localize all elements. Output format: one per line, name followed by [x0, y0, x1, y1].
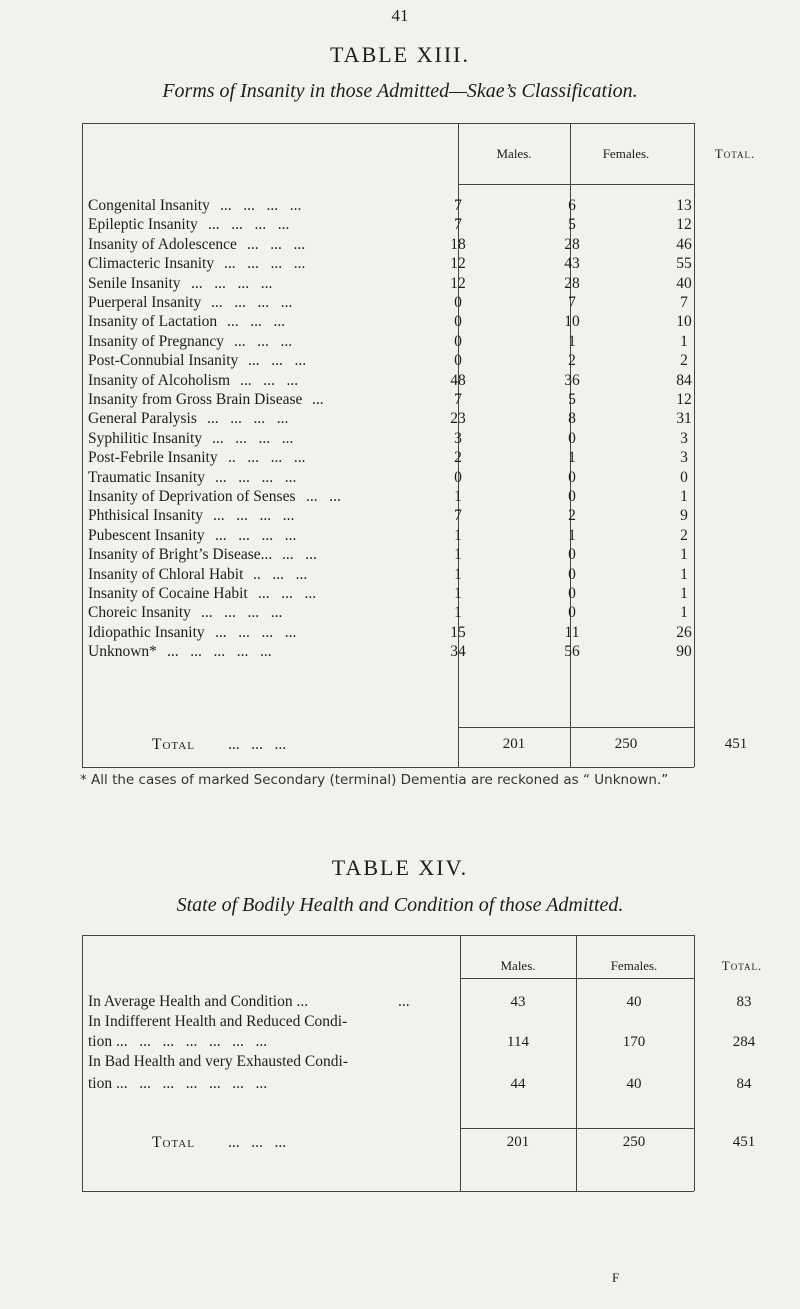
table13-row [88, 236, 698, 255]
table13-row-dots: ... ... ... [247, 235, 306, 253]
table13-row-males: 7 [454, 197, 462, 214]
table13-row-males: 48 [450, 371, 466, 389]
table13-row-dots: ... ... ... ... [224, 255, 306, 273]
table13-row-males: 0 [454, 313, 462, 331]
table13-row-total: 26 [676, 623, 692, 641]
table13-row-dots: ... ... ... ... [191, 274, 273, 292]
table14-header-total: Total. [721, 958, 763, 973]
table13-row-total: 1 [680, 488, 688, 505]
table13-row-label: General Paralysis [88, 410, 197, 428]
table13-row-total: 1 [680, 604, 688, 622]
table13-row [88, 255, 698, 274]
table13-row-dots: ... ... ... ... [201, 604, 283, 622]
table13-row-label: Insanity of Bright’s Disease... [88, 546, 273, 564]
table13-row [88, 566, 698, 585]
table13-row-males: 34 [450, 643, 466, 661]
table13-row-females: 0 [568, 429, 576, 447]
table13-row-females: 28 [564, 235, 580, 253]
table13-row-dots: ... ... ... ... [215, 468, 297, 486]
table13-row-label: Post-Connubial Insanity [88, 352, 239, 370]
table13-title: TABLE XIII. [330, 42, 470, 67]
table13-row [88, 333, 698, 352]
table13-row-females: 36 [564, 371, 580, 389]
table13-row-females: 0 [568, 546, 576, 564]
table13-row [88, 507, 698, 526]
table13-row-females: 5 [568, 391, 576, 408]
table13-row-males: 1 [454, 546, 462, 564]
table13-total-dots: ... ... ... [228, 736, 287, 753]
table14-header-rule [460, 978, 694, 979]
table13-row-females: 2 [568, 507, 576, 525]
table13-row-dots: .. ... ... ... [228, 449, 306, 467]
table14-subtitle: State of Bodily Health and Condition of those Admitted. [176, 894, 624, 916]
table13-row-label: Idiopathic Insanity [88, 623, 205, 641]
table13-row [88, 294, 698, 313]
table13-header-rule [458, 184, 694, 185]
table13-row-dots: ... ... ... ... [211, 294, 293, 311]
table13-footnote: * All the cases of marked Secondary (terminal) Dementia are reckoned as “ Unknown.” [80, 772, 669, 788]
table14-row-label-cont: tion ... ... ... ... ... ... ... [88, 1075, 268, 1092]
table14-left-rule [82, 935, 83, 1191]
table14-row-males: 43 [510, 994, 526, 1010]
table13-row-males: 2 [454, 449, 462, 467]
table14-total-males: 201 [506, 1134, 530, 1150]
table13-row-females: 43 [564, 255, 580, 273]
table13-row-dots: ... ... ... ... [215, 623, 297, 641]
table13-row [88, 643, 698, 662]
table13-row-total: 40 [676, 274, 692, 292]
table13-row-females: 1 [568, 332, 576, 350]
table13-row-label: Insanity of Pregnancy [88, 332, 225, 350]
table13-row [88, 624, 698, 643]
table13-row-label: Traumatic Insanity [88, 468, 205, 486]
table13-row-total: 46 [676, 235, 692, 253]
table13-row-label: Senile Insanity [88, 274, 181, 292]
table13-row [88, 604, 698, 623]
table13-row-females: 6 [568, 197, 576, 214]
table13-row-total: 1 [680, 546, 688, 564]
page-number: 41 [391, 6, 409, 25]
table13-row-females: 7 [568, 294, 576, 311]
table13-row-males: 1 [454, 585, 462, 602]
table13-row-total: 2 [680, 352, 688, 370]
table14-top-rule [82, 935, 694, 936]
table13-row-total: 10 [676, 313, 692, 331]
table13-row-label: Pubescent Insanity [88, 526, 205, 544]
table13-row [88, 216, 698, 235]
table13-row-males: 1 [454, 604, 462, 622]
table13-row-label: Insanity of Adolescence [88, 235, 237, 253]
table13-row-dots: ... ... ... ... [208, 216, 290, 234]
table13-row-dots: ... ... ... ... ... [167, 643, 272, 661]
table13-row [88, 585, 698, 604]
table13-row-males: 23 [450, 410, 466, 428]
table13-row-total: 9 [680, 507, 688, 525]
table13-row-dots: ... ... [282, 546, 317, 564]
table13-row-dots: .. ... ... [253, 565, 308, 583]
table13-row-males: 0 [454, 294, 462, 311]
table13-row-total: 55 [676, 255, 692, 273]
table13-row-males: 15 [450, 623, 466, 641]
table13-bottom-rule [82, 767, 694, 768]
table13-header-females: Females. [602, 146, 650, 161]
table13-row [88, 275, 698, 294]
table13-row-males: 7 [454, 507, 462, 525]
table13-row-total: 2 [680, 526, 688, 544]
table13-row-total: 84 [676, 371, 692, 389]
table13-row-females: 0 [568, 604, 576, 622]
table13-row-females: 56 [564, 643, 580, 661]
table14-title: TABLE XIV. [331, 855, 469, 880]
table13-row-dots: ... ... ... ... [213, 507, 295, 525]
table13-row [88, 488, 698, 507]
table13-row-dots: ... ... [306, 488, 341, 505]
table13-row-total: 12 [676, 391, 692, 408]
table13-row-dots: ... ... ... ... [215, 526, 297, 544]
table13-row-females: 5 [568, 216, 576, 234]
table14-total-label: Total [152, 1134, 195, 1151]
table13-left-rule [82, 123, 83, 767]
table13-row-label: Epileptic Insanity [88, 216, 198, 234]
table13-row-males: 0 [454, 468, 462, 486]
table14-row-label: In Bad Health and very Exhausted Condi- [88, 1053, 348, 1070]
table13-row-label: Syphilitic Insanity [88, 429, 203, 447]
table13-row-label: Climacteric Insanity [88, 255, 215, 273]
table13-row [88, 410, 698, 429]
table13-row-label: Choreic Insanity [88, 604, 191, 622]
table13-row [88, 313, 698, 332]
table13-row-males: 3 [454, 429, 462, 447]
table14-total-females: 250 [622, 1134, 646, 1150]
table14-row-dots: ... [398, 993, 410, 1010]
table14-bottom-rule [82, 1191, 694, 1192]
table14-row-label: In Average Health and Condition ... [88, 993, 309, 1010]
table13-row-females: 0 [568, 565, 576, 583]
table13-row-females: 1 [568, 526, 576, 544]
table13-row [88, 372, 698, 391]
table13-row-dots: ... ... ... [227, 313, 286, 331]
table13-total-females: 250 [614, 736, 638, 752]
table13-row-dots: ... ... ... [248, 352, 307, 370]
table13-row-label: Insanity of Alcoholism [88, 371, 231, 389]
table14-row-total: 284 [732, 1034, 756, 1050]
table13-row-males: 7 [454, 391, 462, 408]
table13-row-females: 1 [568, 449, 576, 467]
signature-mark: F [612, 1270, 620, 1285]
table13-row-label: Insanity of Lactation [88, 313, 218, 331]
table13-row-males: 12 [450, 255, 466, 273]
table13-row-males: 18 [450, 235, 466, 253]
table14-row-females: 40 [626, 1076, 642, 1092]
table13-row-total: 13 [676, 197, 692, 214]
table13-row-total: 1 [680, 585, 688, 602]
table13-row-label: Insanity of Deprivation of Senses [88, 488, 296, 505]
table13-row [88, 197, 698, 216]
table13-row-females: 0 [568, 488, 576, 505]
table13-row-dots: ... ... ... [240, 371, 299, 389]
table14-row-total: 84 [736, 1076, 752, 1092]
table13-row-dots: ... ... ... [258, 585, 317, 602]
table13-row-label: Insanity from Gross Brain Disease [88, 391, 303, 408]
table14-row-males: 114 [507, 1034, 529, 1050]
table13-total-rule [458, 727, 694, 728]
table13-row-males: 1 [454, 565, 462, 583]
table14-row-label-cont: tion ... ... ... ... ... ... ... [88, 1033, 268, 1050]
table14-header-females: Females. [610, 958, 658, 973]
table13-row-label: Post-Febrile Insanity [88, 449, 218, 467]
table13-row-label: Insanity of Chloral Habit [88, 565, 244, 583]
table13-row-females: 8 [568, 410, 576, 428]
table14-row-females: 40 [626, 994, 642, 1010]
table13-total-total: 451 [724, 736, 748, 752]
table13-row [88, 391, 698, 410]
table13-row-label: Unknown* [88, 643, 157, 661]
table13-row-dots: ... ... ... ... [220, 197, 302, 214]
table14-header-males: Males. [500, 958, 536, 973]
table13-row-females: 0 [568, 585, 576, 602]
table14-row-females: 170 [622, 1034, 646, 1050]
table13-row-label: Congenital Insanity [88, 197, 210, 214]
table13-row [88, 352, 698, 371]
table13-header-males: Males. [496, 146, 532, 161]
table13-row-total: 1 [680, 565, 688, 583]
table14-row-males: 44 [510, 1076, 526, 1092]
table13-row-females: 0 [568, 468, 576, 486]
table13-subtitle: Forms of Insanity in those Admitted—Skae’s Classification. [162, 80, 638, 102]
table13-row [88, 546, 698, 565]
table13-row-total: 90 [676, 643, 692, 661]
table13-row-total: 7 [680, 294, 688, 311]
table13-row-total: 0 [680, 468, 688, 486]
table13-row-total: 3 [680, 449, 688, 467]
table13-row-females: 10 [564, 313, 580, 331]
table13-row-females: 2 [568, 352, 576, 370]
table13-top-rule [82, 123, 694, 124]
table13-row-dots: ... ... ... [234, 332, 293, 350]
table13-row-males: 0 [454, 352, 462, 370]
table13-row-label: Phthisical Insanity [88, 507, 203, 525]
table13-row-label: Insanity of Cocaine Habit [88, 585, 248, 602]
table13-row-males: 1 [454, 488, 462, 505]
table13-row-males: 12 [450, 274, 466, 292]
table13-row [88, 430, 698, 449]
table13-row-dots: ... ... ... ... [207, 410, 289, 428]
table14-row-total: 83 [736, 994, 752, 1010]
table13-row [88, 527, 698, 546]
table13-row-total: 31 [676, 410, 692, 428]
table14-row-label: In Indifferent Health and Reduced Condi- [88, 1013, 348, 1030]
table13-row-dots: ... ... ... ... [212, 429, 294, 447]
table14-total-rule [460, 1128, 694, 1129]
table13-total-label: Total [152, 736, 195, 753]
table13-row-males: 1 [454, 526, 462, 544]
table13-row-males: 7 [454, 216, 462, 234]
table13-row-label: Puerperal Insanity [88, 294, 202, 311]
table13-row-total: 3 [680, 429, 688, 447]
table13-row [88, 469, 698, 488]
table13-row-females: 11 [564, 623, 580, 641]
table14-total-dots: ... ... ... [228, 1134, 287, 1151]
table13-row-dots: ... [312, 391, 324, 408]
table13-total-males: 201 [502, 736, 526, 752]
table14-total-total: 451 [732, 1134, 756, 1150]
table13-row-females: 28 [564, 274, 580, 292]
table13-row-males: 0 [454, 332, 462, 350]
table13-header-total: Total. [714, 146, 756, 161]
table13-row-total: 1 [680, 332, 688, 350]
table13-row-total: 12 [676, 216, 692, 234]
table13-row [88, 449, 698, 468]
